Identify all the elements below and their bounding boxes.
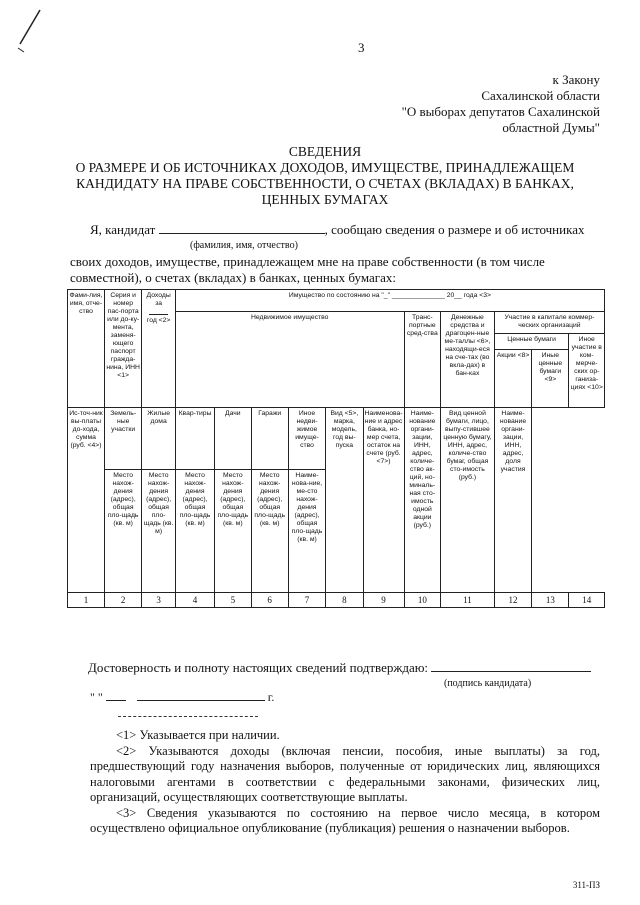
dachas-location: Место нахож-дения (адрес), общая пло-щадь (кв. м): [215, 469, 251, 592]
fio-caption: (фамилия, имя, отчество): [190, 240, 298, 251]
footnote: <1> Указывается при наличии.: [116, 728, 280, 742]
col-number: 11: [441, 593, 495, 608]
date-quotes: " ": [90, 690, 103, 704]
title-line: О РАЗМЕРЕ И ОБ ИСТОЧНИКАХ ДОХОДОВ, ИМУЩЕСТВЕ, ПРИНАДЛЕЖАЩЕМ: [75, 160, 575, 175]
title-line: СВЕДЕНИЯ: [288, 144, 362, 159]
garages-location: Место нахож-дения (адрес), общая пло-щадь (кв. м): [251, 469, 288, 592]
col-number: 12: [494, 593, 531, 608]
footnotes: [90, 728, 600, 837]
header-line: "О выборах депутатов Сахалинской: [401, 104, 600, 119]
income-property-table: [67, 289, 605, 608]
row-garages: Гаражи: [251, 408, 288, 470]
col-number: 10: [404, 593, 441, 608]
confirmation-text: Достоверность и полноту настоящих сведений подтверждаю:: [88, 660, 429, 675]
intro-first-line: [70, 222, 600, 238]
signature-blank-field[interactable]: [431, 661, 591, 672]
date-suffix: г.: [267, 690, 275, 704]
row-flats: Квар-тиры: [175, 408, 214, 470]
col-number: 7: [288, 593, 325, 608]
row-other-realty: Иное недви-жимое имуще-ство: [288, 408, 325, 470]
col-transport: Транс-портные сред-ства: [404, 312, 441, 408]
title-line: ЦЕННЫХ БУМАГАХ: [261, 192, 389, 207]
col-number: 9: [363, 593, 404, 608]
month-year-blank-field[interactable]: [137, 691, 265, 701]
col-number: 4: [175, 593, 214, 608]
header-line: к Закону: [552, 72, 600, 87]
handwritten-mark: [16, 8, 46, 56]
col-number: 5: [215, 593, 251, 608]
confirmation-line: [88, 660, 591, 676]
row-other-securities-desc: Вид ценной бумаги, лицо, выпу-стившее ценную бумагу, ИНН, адрес, количе-ство бумаг, общая сто-имость (руб.): [441, 408, 495, 593]
law-header: [340, 72, 600, 136]
intro-end: , сообщаю сведения о размере и об источниках: [324, 222, 585, 237]
col-number: 1: [68, 593, 105, 608]
page-number: 3: [358, 40, 365, 55]
col-money: Денежные средства и драгоцен-ные ме-таллы <6>, находящи-еся на сче-тах (во вкла-дах) в бан-ках: [441, 312, 495, 408]
intro-paragraph: [70, 222, 600, 286]
col-number: 3: [142, 593, 176, 608]
row-bank-desc: Наименова-ние и адрес банка, но-мер счета, остаток на счете (руб. <7>): [363, 408, 404, 593]
col-number: 2: [104, 593, 141, 608]
col-stocks: Акции <8>: [494, 350, 531, 408]
col-fio: Фами-лия, имя, отче-ство: [68, 290, 105, 408]
income-label: Доходы за: [146, 292, 171, 307]
col-realty: Недвижимое имущество: [175, 312, 404, 408]
col-number: 6: [251, 593, 288, 608]
flats-location: Место нахож-дения (адрес), общая пло-щадь (кв. м): [175, 469, 214, 592]
col-participation: Участие в капитале коммер-ческих организаций: [494, 312, 604, 334]
title-line: КАНДИДАТУ НА ПРАВЕ СОБСТВЕННОСТИ, О СЧЕТАХ (ВКЛАДАХ) В БАНКАХ,: [76, 176, 574, 191]
day-blank-field[interactable]: [106, 691, 126, 701]
col-number: 13: [532, 593, 569, 608]
col-number: 8: [326, 593, 363, 608]
header-line: Сахалинской области: [481, 88, 600, 103]
income-year-label: год <2>: [146, 317, 171, 324]
intro-start: Я, кандидат: [90, 222, 156, 237]
col-other-participation: Иное участие в ком-мерче-ских ор-ганиза-циях <10>: [569, 334, 605, 408]
footnote-separator: [118, 716, 258, 717]
row-houses: Жилые дома: [142, 408, 176, 470]
document-title: [60, 144, 590, 208]
page-code: 311-ПЗ: [572, 880, 600, 890]
footnote: <2> Указываются доходы (включая пенсии, пособия, иные выплаты) за год, предшествующий году назначения выборов, полученные от юридических лиц, являющихся налоговыми агентами в соответствии с федеральными законами, физических лиц, организаций, осуществляющих соответствующие выплаты.: [90, 743, 600, 804]
header-line: областной Думы": [502, 120, 600, 135]
income-year-blank: [149, 314, 167, 315]
intro-rest: своих доходов, имуществе, принадлежащем мне на праве собственности (в том числе совместной), о счетах (вкладах) в банках, ценных бумагах:: [70, 254, 545, 285]
houses-location: Место нахож-дения (адрес), общая пло-щадь (кв. м): [142, 469, 176, 592]
row-dachas: Дачи: [215, 408, 251, 470]
col-income: [142, 290, 176, 408]
fio-blank-field[interactable]: [159, 223, 325, 234]
col-property: Имущество по состоянию на "_" ______________ 20__ года <3>: [175, 290, 604, 312]
col-number: 14: [569, 593, 605, 608]
row-source: Ис-точ-ник вы-платы до-хода, сумма (руб. <4>): [68, 408, 105, 593]
other-realty-location: Наиме-нова-ние, ме-сто нахож-дения (адрес), общая пло-щадь (кв. м): [288, 469, 325, 592]
date-line: [90, 690, 274, 705]
row-land: Земель-ные участки: [104, 408, 141, 470]
col-other-securities: Иные ценные бумаги <9>: [532, 350, 569, 408]
signature-caption: (подпись кандидата): [444, 678, 532, 689]
col-securities: Ценные бумаги: [494, 334, 569, 350]
row-stocks-desc: Наиме-нование органи-зации, ИНН, адрес, количе-ство ак-ций, но-миналь-ная сто-имость одной акции (руб.): [404, 408, 441, 593]
col-passport: Серия и номер пас-порта или до-ку-мента, заменя-ющего паспорт гражда-нина, ИНН <1>: [104, 290, 141, 408]
row-other-participation-desc: Наиме-нование органи-зации, ИНН, адрес, доля участия: [494, 408, 531, 593]
row-transport-desc: Вид <5>, марка, модель, год вы-пуска: [326, 408, 363, 593]
land-location: Место нахож-дения (адрес), общая пло-щадь (кв. м): [104, 469, 141, 592]
column-numbers-row: [68, 593, 605, 608]
footnote: <3> Сведения указываются по состоянию на первое число месяца, в котором осуществлено официальное опубликование (публикация) решения о назначении выборов.: [90, 805, 600, 835]
